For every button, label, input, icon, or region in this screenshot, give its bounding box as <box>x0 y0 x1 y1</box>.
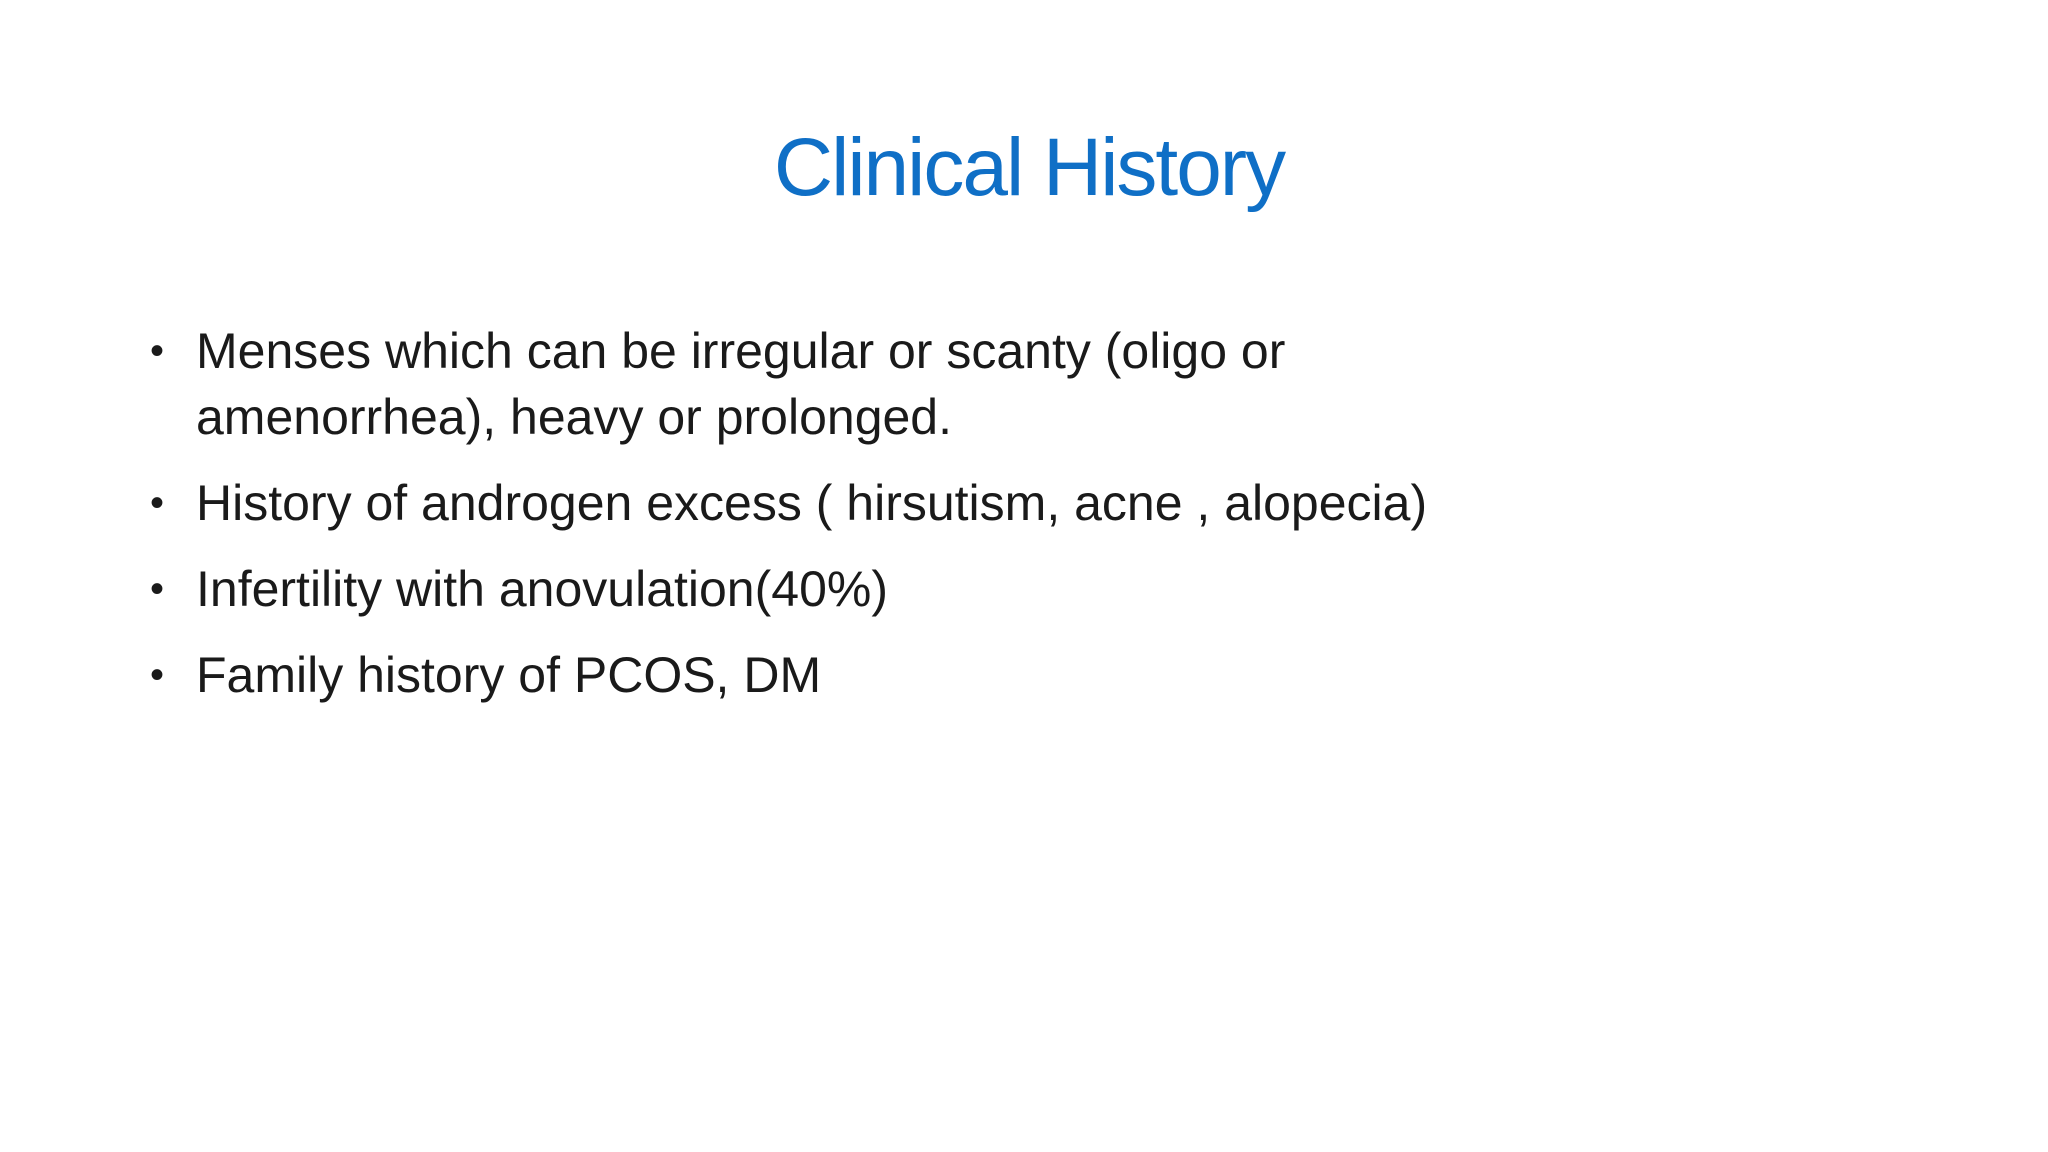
bullet-text: Infertility with anovulation(40%) <box>196 561 888 617</box>
bullet-text: History of androgen excess ( hirsutism, acne , alopecia) <box>196 475 1428 531</box>
bullet-dot-icon: • <box>150 567 165 611</box>
bullet-item <box>150 470 1800 536</box>
slide-title: Clinical History <box>773 122 1285 213</box>
bullet-dot-icon: • <box>150 481 165 525</box>
bullet-dot-icon: • <box>150 653 165 697</box>
bullet-list <box>150 318 1800 728</box>
bullet-item <box>150 642 1800 708</box>
bullet-dot-icon: • <box>150 329 165 373</box>
bullet-text: Family history of PCOS, DM <box>196 647 822 703</box>
bullet-item <box>150 556 1800 622</box>
bullet-item <box>150 318 1800 450</box>
bullet-text: Menses which can be irregular or scanty (oligo or amenorrhea), heavy or prolonged. <box>196 323 1286 445</box>
